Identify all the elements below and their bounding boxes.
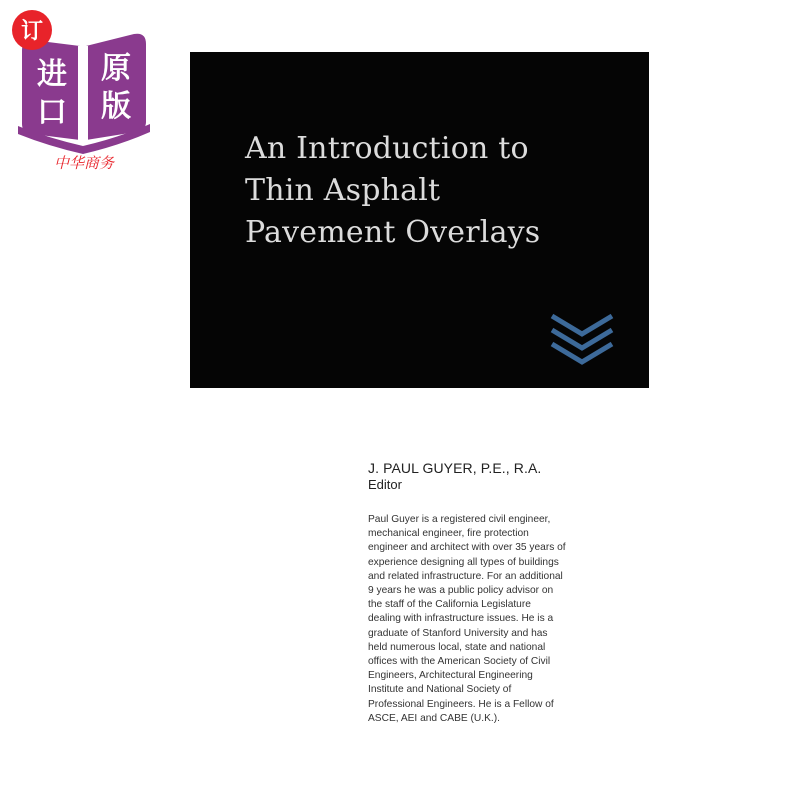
book-title-line: Thin Asphalt — [245, 173, 441, 208]
bio-line: and related infrastructure. For an additional — [368, 570, 563, 582]
bio-line: offices with the American Society of Civil — [368, 656, 551, 668]
bio-line: Institute and National Society of — [368, 684, 512, 696]
book-title-line: An Introduction to — [245, 131, 529, 166]
book-logo-icon — [8, 6, 158, 176]
bio-line: Professional Engineers. He is a Fellow of — [368, 698, 554, 710]
right-bottom-char: 版 — [101, 89, 131, 124]
bio-line: 9 years he was a public policy advisor on — [368, 585, 554, 597]
bio-line: mechanical engineer, fire protection — [368, 528, 529, 540]
bio-line: held numerous local, state and national — [368, 641, 546, 653]
triple-chevron-down-icon — [550, 312, 614, 366]
book-title — [245, 128, 540, 254]
bio-line: the staff of the California Legislature — [368, 599, 531, 611]
book-right-page — [86, 34, 146, 140]
bio-line: Engineers, Architectural Engineering — [368, 670, 533, 682]
left-top-char: 进 — [37, 57, 67, 92]
right-top-char: 原 — [101, 51, 131, 86]
import-original-badge — [8, 6, 158, 176]
bio-line: graduate of Stanford University and has — [368, 627, 548, 639]
bio-line: experience designing all types of buildings — [368, 556, 559, 568]
bio-line: Paul Guyer is a registered civil engineer, — [368, 514, 551, 525]
author-name: J. PAUL GUYER, P.E., R.A. — [368, 460, 542, 476]
tag-char: 订 — [20, 19, 44, 44]
book-spine — [78, 46, 88, 144]
bio-line: engineer and architect with over 35 years of — [368, 542, 566, 554]
author-role: Editor — [368, 477, 402, 492]
signature-text: 中华商务 — [53, 154, 115, 172]
book-cover-panel — [190, 52, 649, 388]
left-bottom-char: 口 — [37, 95, 67, 130]
author-bio — [368, 513, 618, 726]
author-block — [368, 460, 618, 726]
bio-line: ASCE, AEI and CABE (U.K.). — [368, 712, 500, 724]
chevron-1 — [552, 316, 612, 334]
bio-line: dealing with infrastructure issues. He is a — [368, 613, 554, 625]
book-title-line: Pavement Overlays — [245, 215, 541, 250]
